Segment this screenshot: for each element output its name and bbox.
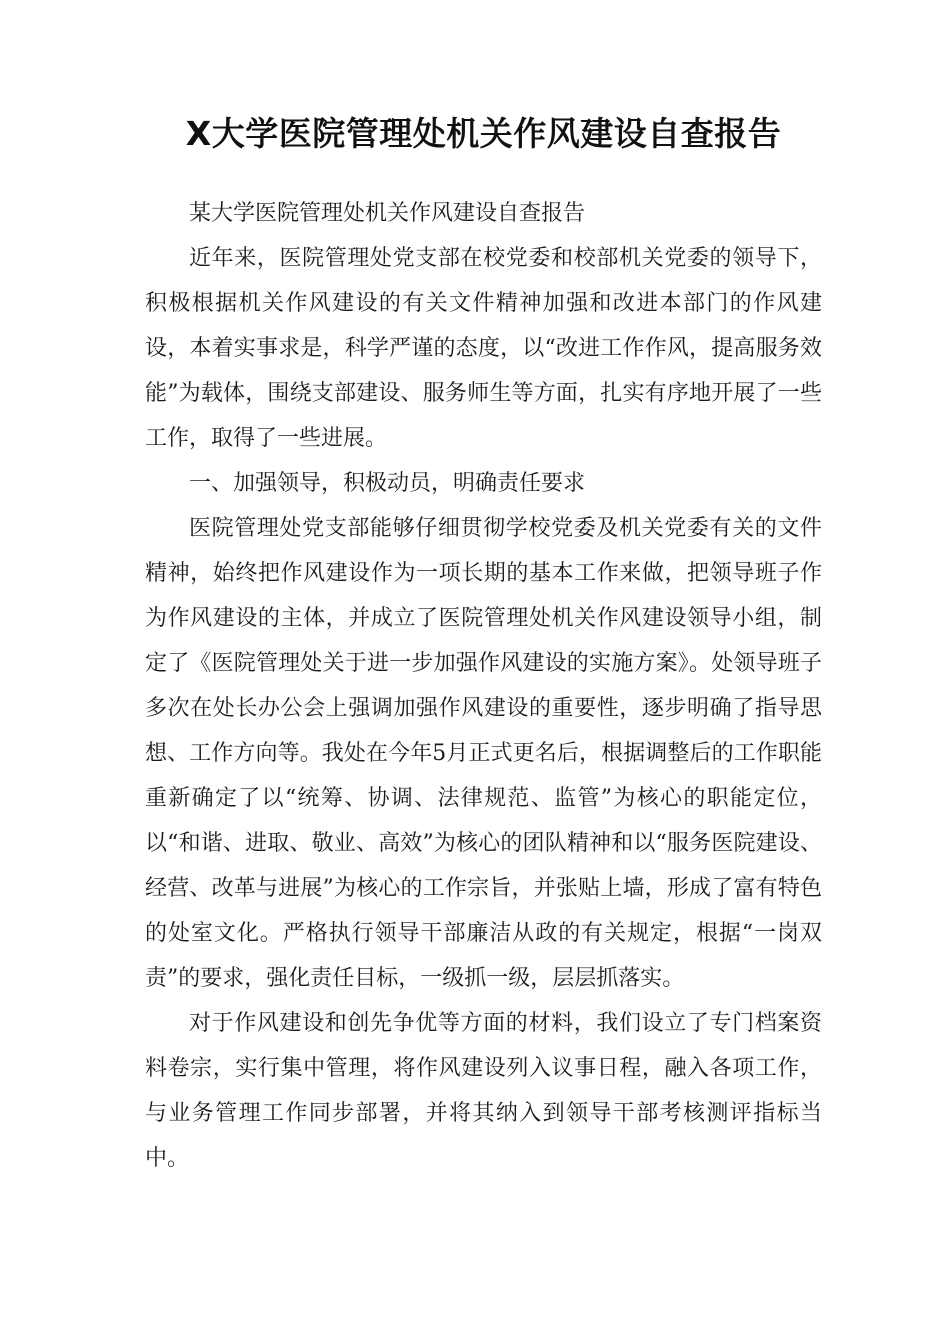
body-paragraph: 医院管理处党支部能够仔细贯彻学校党委及机关党委有关的文件精神，始终把作风建设作为一项长期的基本工作来做，把领导班子作为作风建设的主体，并成立了医院管理处机关作风建设领导小组，制定了《医院管理处关于进一步加强作风建设的实施方案》。处领导班子多次在处长办公会上强调加强作风建设的重要性，逐步明确了指导思想、工作方向等。我处在今年5月正式更名后，根据调整后的工作职能重新确定了以“统筹、协调、法律规范、监管”为核心的职能定位，以“和谐、进取、敬业、高效”为核心的团队精神和以“服务医院建设、经营、改革与进展”为核心的工作宗旨，并张贴上墙，形成了富有特色的处室文化。严格执行领导干部廉洁从政的有关规定，根据“一岗双责”的要求，强化责任目标，一级抓一级，层层抓落实。 xyxy=(145,515,822,991)
intro-paragraph: 近年来，医院管理处党支部在校党委和校部机关党委的领导下，积极根据机关作风建设的有关文件精神加强和改进本部门的作风建设，本着实事求是，科学严谨的态度，以“改进工作作风，提高服务效能”为载体，围绕支部建设、服务师生等方面，扎实有序地开展了一些工作，取得了一些进展。 xyxy=(145,245,822,451)
subtitle-paragraph: 某大学医院管理处机关作风建设自查报告 xyxy=(189,200,586,226)
document-body xyxy=(145,191,822,1181)
document-title: X大学医院管理处机关作风建设自查报告 xyxy=(185,114,782,153)
section-heading: 一、加强领导，积极动员，明确责任要求 xyxy=(189,470,586,496)
body-paragraph: 对于作风建设和创先争优等方面的材料，我们设立了专门档案资料卷宗，实行集中管理，将作风建设列入议事日程，融入各项工作，与业务管理工作同步部署，并将其纳入到领导干部考核测评指标当中。 xyxy=(145,1010,822,1171)
